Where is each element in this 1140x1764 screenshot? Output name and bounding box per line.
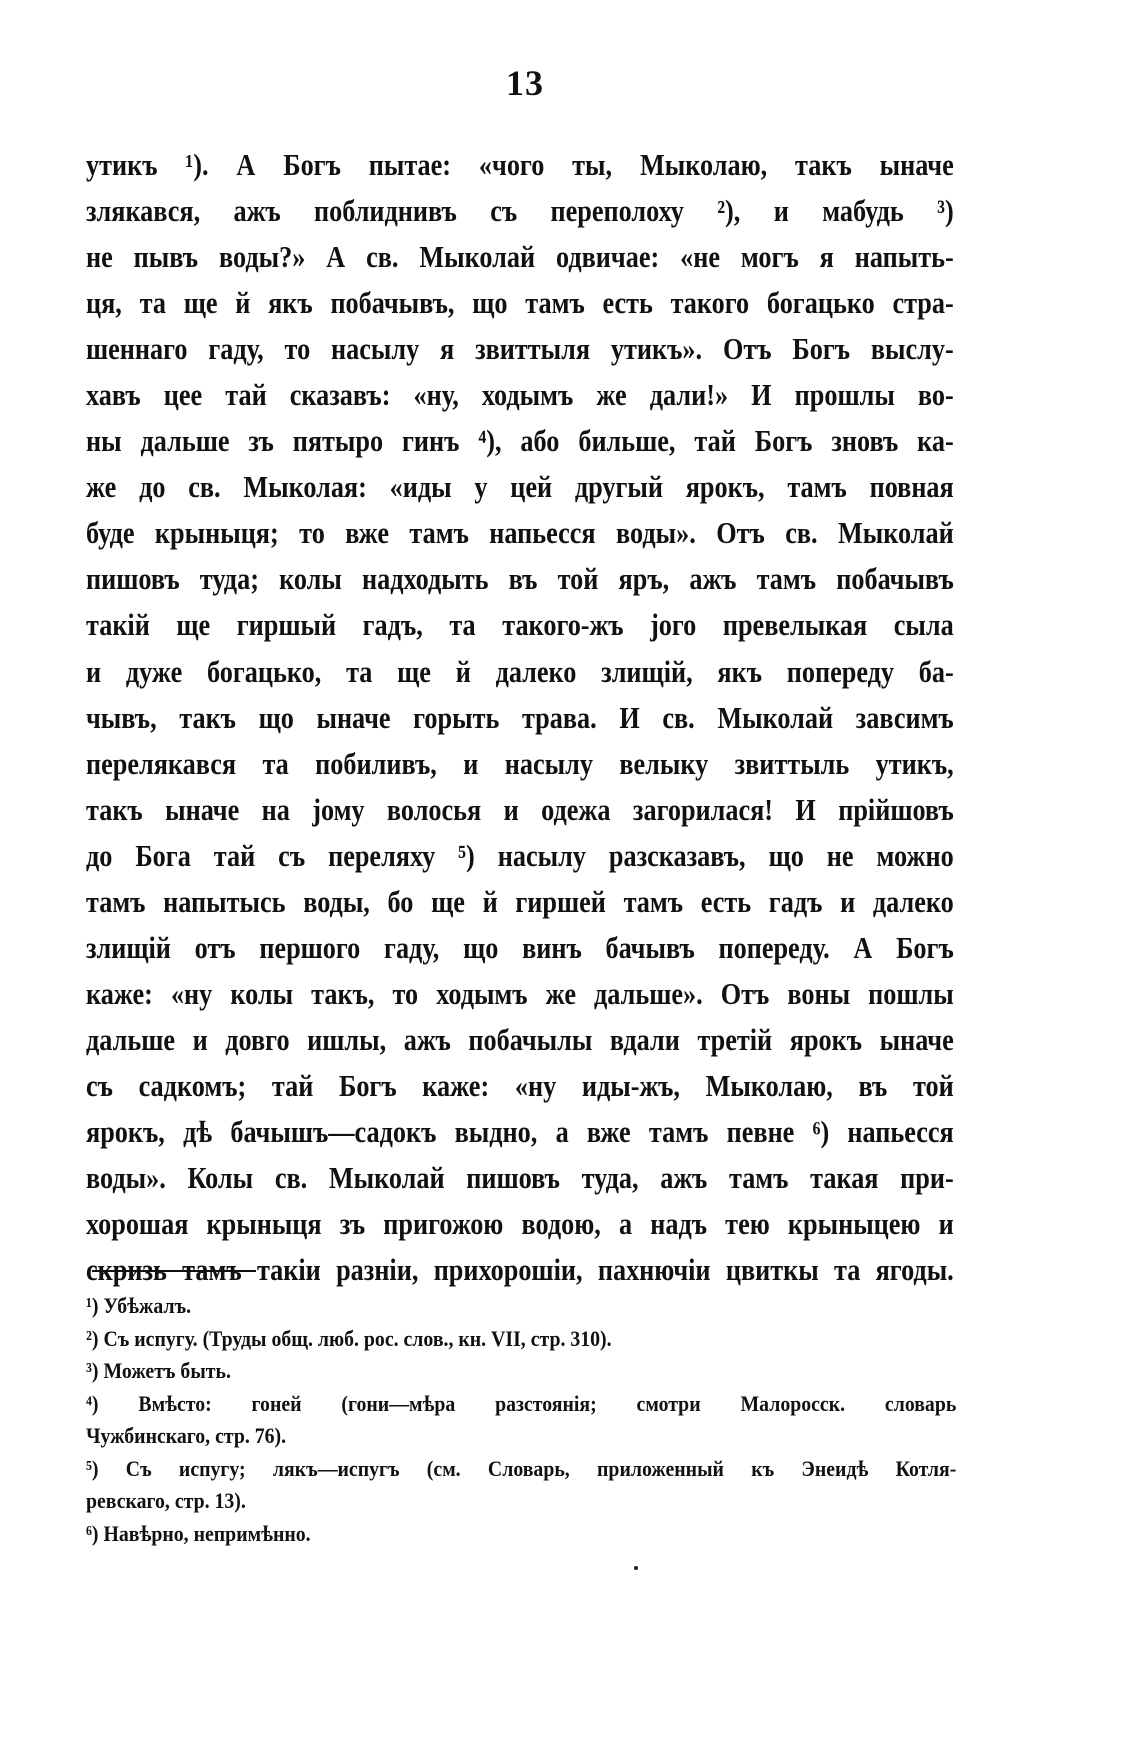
body-line: же до св. Мыколая: «иды у цей другый ярокъ, тамъ повная (86, 470, 954, 505)
footnote-line: Чужбинскаго, стр. 76). (86, 1423, 287, 1448)
body-line: до Бога тай съ переляху ⁵) насылу разсказавъ, що не можно (86, 838, 954, 873)
body-line: воды». Колы св. Мыколай пишовъ туда, ажъ тамъ такая при- (86, 1161, 954, 1196)
body-line: злякався, ажъ поблиднивъ съ переполоху ²), и мабудь ³) (86, 194, 954, 229)
footnote-separator (92, 1270, 256, 1272)
footnote-line: ²) Съ испугу. (Труды общ. люб. рос. слов., кн. VII, стр. 310). (86, 1325, 612, 1351)
footnote-line: ³) Можетъ быть. (86, 1358, 231, 1383)
body-line: хавъ цее тай сказавъ: «ну, ходымъ же дали!» И прошлы во- (86, 378, 954, 413)
body-line: скризь тамъ такіи разніи, прихорошіи, пахнючіи цвиткы та ягоды. (86, 1253, 954, 1288)
body-line: чывъ, такъ що ыначе горыть трава. И св. Мыколай завсимъ (86, 700, 954, 735)
body-text (86, 142, 954, 1293)
body-line: перелякався та побиливъ, и насылу велыку звиттыль утикъ, (86, 746, 954, 781)
footnote-line: ревскаго, стр. 13). (86, 1488, 246, 1513)
footnote-line: ⁶) Навѣрно, непримѣнно. (86, 1520, 311, 1546)
print-speck (634, 1566, 638, 1570)
body-line: злищій отъ першого гаду, що винъ бачывъ попереду. А Богъ (86, 930, 954, 965)
body-line: буде крыныця; то вже тамъ напьесся воды». Отъ св. Мыколай (86, 516, 954, 551)
body-line: каже: «ну колы такъ, то ходымъ же дальше». Отъ воны пошлы (86, 976, 954, 1011)
body-line: такъ ыначе на јому волосья и одежа загорилася! И прійшовъ (86, 792, 954, 827)
body-line: ярокъ, дѣ бачышъ—садокъ выдно, а вже тамъ певне ⁶) напьесся (86, 1114, 954, 1149)
footnote-line: ⁵) Съ испугу; лякъ—испугъ (см. Словарь, приложенный къ Энеидѣ Котля- (86, 1455, 957, 1481)
body-line: шеннаго гаду, то насылу я звиттыля утикъ». Отъ Богъ выслу- (86, 332, 954, 367)
body-line: не пывъ воды?» А св. Мыколай одвичае: «не могъ я напыть- (86, 240, 954, 275)
body-line: тамъ напытысь воды, бо ще й гиршей тамъ есть гадъ и далеко (86, 884, 954, 919)
footnotes (86, 1290, 956, 1550)
body-line: ця, та ще й якъ побачывъ, що тамъ есть такого богацько стра- (86, 286, 954, 321)
body-line: и дуже богацько, та ще й далеко злищій, якъ попереду ба- (86, 654, 954, 689)
body-line: хорошая крыныця зъ пригожою водою, а надъ тею крыныцею и (86, 1207, 954, 1242)
footnote-line: ¹) Убѣжалъ. (86, 1293, 192, 1318)
body-line: такій ще гиршый гадъ, та такого-жъ јого превелыкая сыла (86, 608, 954, 643)
body-line: дальше и довго ишлы, ажъ побачылы вдали третій ярокъ ыначе (86, 1022, 954, 1057)
page-number: 13 (506, 63, 544, 103)
footnote-line: ⁴) Вмѣсто: гоней (гони—мѣра разстоянія; смотри Малоросск. словарь (86, 1390, 957, 1416)
body-line: ны дальше зъ пятыро гинъ ⁴), або бильше, тай Богъ зновъ ка- (86, 424, 954, 459)
body-line: пишовъ туда; колы надходыть въ той яръ, ажъ тамъ побачывъ (86, 562, 954, 597)
body-line: утикъ ¹). А Богъ пытае: «чого ты, Мыколаю, такъ ыначе (86, 148, 954, 182)
body-line: съ садкомъ; тай Богъ каже: «ну иды-жъ, Мыколаю, въ той (86, 1068, 954, 1103)
